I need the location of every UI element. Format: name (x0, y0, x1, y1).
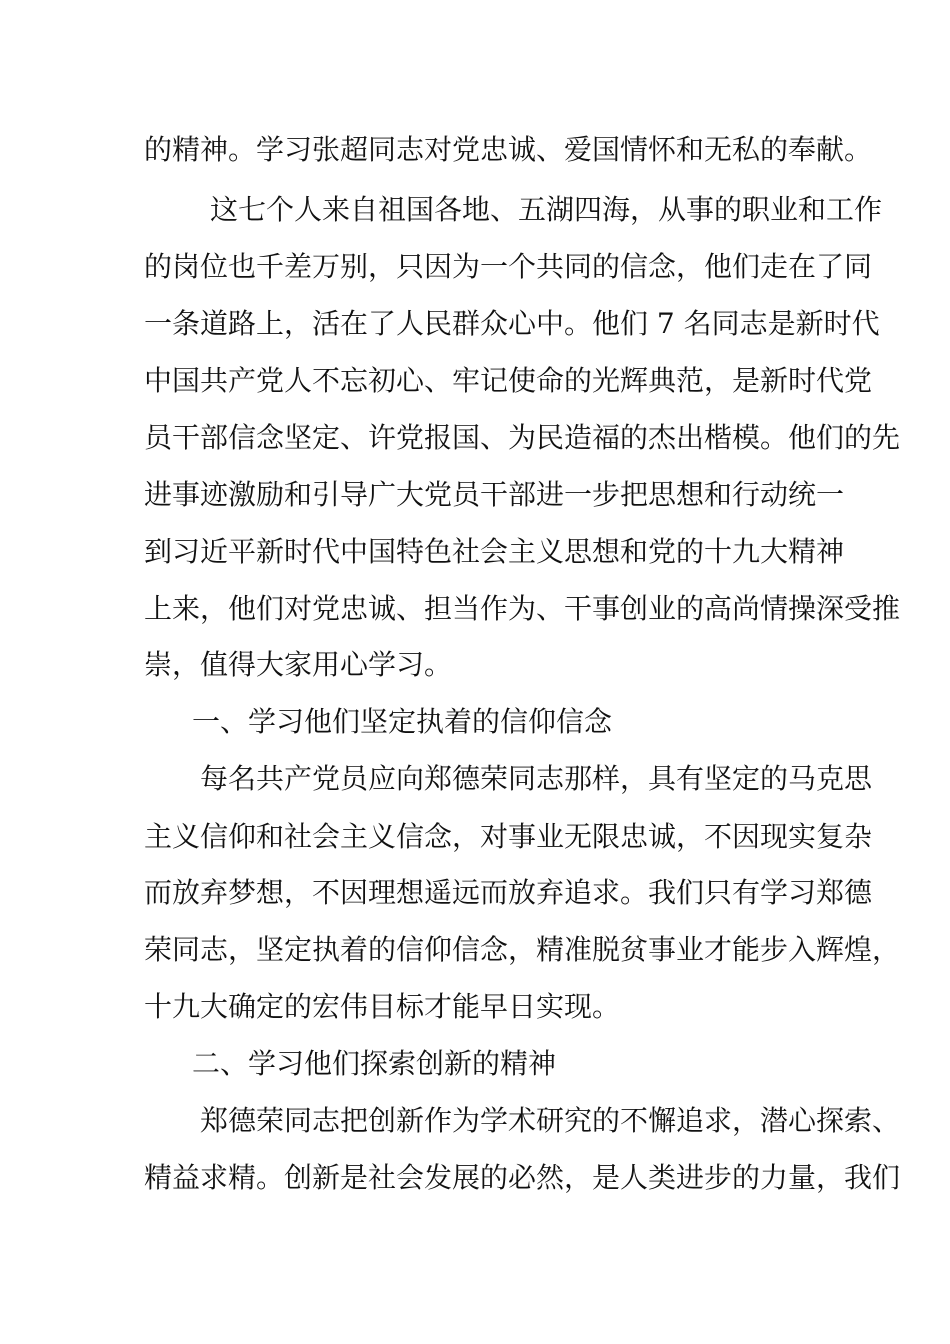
paragraph-line: 上来，他们对党忠诚、担当作为、干事创业的高尚情操深受推 (144, 592, 901, 625)
section-heading: 二、学习他们探索创新的精神 (192, 1047, 557, 1080)
paragraph-line: 精益求精。创新是社会发展的必然，是人类进步的力量，我们 (144, 1161, 901, 1194)
paragraph-line: 进事迹激励和引导广大党员干部进一步把思想和行动统一 (144, 478, 845, 511)
paragraph-line: 主义信仰和社会主义信念，对事业无限忠诚，不因现实复杂 (144, 820, 873, 853)
paragraph-line: 而放弃梦想，不因理想遥远而放弃追求。我们只有学习郑德 (144, 876, 873, 909)
paragraph-line: 的岗位也千差万别，只因为一个共同的信念，他们走在了同 (144, 250, 873, 283)
paragraph-line: 员干部信念坚定、许党报国、为民造福的杰出楷模。他们的先 (144, 421, 901, 454)
paragraph-line: 这七个人来自祖国各地、五湖四海，从事的职业和工作 (210, 193, 883, 226)
paragraph-line: 到习近平新时代中国特色社会主义思想和党的十九大精神 (144, 535, 845, 568)
paragraph-line: 一条道路上，活在了人民群众心中。他们 7 名同志是新时代 (144, 307, 880, 340)
paragraph-line: 每名共产党员应向郑德荣同志那样，具有坚定的马克思 (200, 762, 873, 795)
paragraph-line: 郑德荣同志把创新作为学术研究的不懈追求，潜心探索、 (200, 1104, 901, 1137)
paragraph-line: 中国共产党人不忘初心、牢记使命的光辉典范，是新时代党 (144, 364, 873, 397)
section-heading: 一、学习他们坚定执着的信仰信念 (192, 705, 613, 738)
paragraph-line: 荣同志，坚定执着的信仰信念，精准脱贫事业才能步入辉煌， (144, 933, 901, 966)
paragraph-line: 崇，值得大家用心学习。 (144, 648, 453, 681)
paragraph-line: 的精神。学习张超同志对党忠诚、爱国情怀和无私的奉献。 (144, 133, 873, 166)
paragraph-line: 十九大确定的宏伟目标才能早日实现。 (144, 990, 621, 1023)
